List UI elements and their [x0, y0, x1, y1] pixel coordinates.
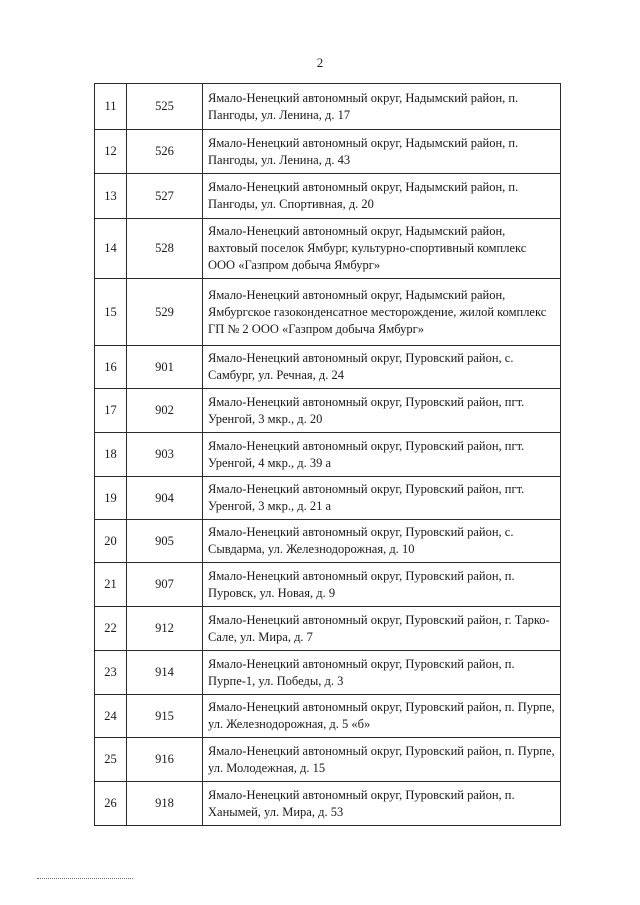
row-number: 21 — [95, 563, 127, 607]
precinct-address: Ямало-Ненецкий автономный округ, Надымский район, вахтовый поселок Ямбург, культурно-спортивный комплекс ООО «Газпром добыча Ямбург» — [203, 219, 561, 279]
row-number: 20 — [95, 520, 127, 563]
row-number: 14 — [95, 219, 127, 279]
precinct-code: 912 — [127, 607, 203, 651]
row-number: 22 — [95, 607, 127, 651]
precinct-code: 907 — [127, 563, 203, 607]
precinct-code: 528 — [127, 219, 203, 279]
precinct-code: 905 — [127, 520, 203, 563]
row-number: 12 — [95, 130, 127, 174]
precinct-address: Ямало-Ненецкий автономный округ, Пуровский район, п. Пурпе-1, ул. Победы, д. 3 — [203, 651, 561, 695]
precinct-address: Ямало-Ненецкий автономный округ, Пуровский район, пгт. Уренгой, 4 мкр., д. 39 а — [203, 433, 561, 477]
row-number: 23 — [95, 651, 127, 695]
table-row — [95, 279, 561, 346]
table-row — [95, 84, 561, 130]
row-number: 17 — [95, 389, 127, 433]
precinct-address: Ямало-Ненецкий автономный округ, Надымский район, п. Пангоды, ул. Ленина, д. 43 — [203, 130, 561, 174]
precinct-address: Ямало-Ненецкий автономный округ, Пуровский район, с. Сывдарма, ул. Железнодорожная, д. 10 — [203, 520, 561, 563]
precinct-code: 529 — [127, 279, 203, 346]
table-row — [95, 738, 561, 782]
table-row — [95, 520, 561, 563]
precinct-address: Ямало-Ненецкий автономный округ, Пуровский район, п. Пурпе, ул. Железнодорожная, д. 5 «б» — [203, 695, 561, 738]
table-row — [95, 174, 561, 219]
table-row — [95, 695, 561, 738]
table-row — [95, 563, 561, 607]
precinct-code: 918 — [127, 782, 203, 826]
precinct-code: 903 — [127, 433, 203, 477]
precinct-address: Ямало-Ненецкий автономный округ, Пуровский район, пгт. Уренгой, 3 мкр., д. 21 а — [203, 477, 561, 520]
precinct-code: 526 — [127, 130, 203, 174]
precinct-code: 902 — [127, 389, 203, 433]
precinct-code: 904 — [127, 477, 203, 520]
precinct-code: 525 — [127, 84, 203, 130]
precinct-address: Ямало-Ненецкий автономный округ, Надымский район, Ямбургское газоконденсатное месторождение, жилой комплекс ГП № 2 ООО «Газпром добыча Ямбург» — [203, 279, 561, 346]
precinct-address-table — [94, 83, 561, 826]
table-row — [95, 477, 561, 520]
row-number: 16 — [95, 346, 127, 389]
precinct-address: Ямало-Ненецкий автономный округ, Пуровский район, п. Ханымей, ул. Мира, д. 53 — [203, 782, 561, 826]
row-number: 13 — [95, 174, 127, 219]
row-number: 26 — [95, 782, 127, 826]
row-number: 24 — [95, 695, 127, 738]
table-row — [95, 782, 561, 826]
table-row — [95, 219, 561, 279]
page-number: 2 — [316, 55, 324, 70]
precinct-code: 901 — [127, 346, 203, 389]
table-row — [95, 389, 561, 433]
table-row — [95, 651, 561, 695]
precinct-code: 916 — [127, 738, 203, 782]
footnote-rule — [37, 878, 133, 879]
precinct-address: Ямало-Ненецкий автономный округ, Надымский район, п. Пангоды, ул. Ленина, д. 17 — [203, 84, 561, 130]
row-number: 15 — [95, 279, 127, 346]
row-number: 11 — [95, 84, 127, 130]
precinct-address: Ямало-Ненецкий автономный округ, Пуровский район, пгт. Уренгой, 3 мкр., д. 20 — [203, 389, 561, 433]
table-row — [95, 607, 561, 651]
precinct-address: Ямало-Ненецкий автономный округ, Пуровский район, п. Пуровск, ул. Новая, д. 9 — [203, 563, 561, 607]
precinct-code: 914 — [127, 651, 203, 695]
precinct-code: 527 — [127, 174, 203, 219]
precinct-code: 915 — [127, 695, 203, 738]
row-number: 25 — [95, 738, 127, 782]
table-row — [95, 346, 561, 389]
precinct-address: Ямало-Ненецкий автономный округ, Пуровский район, с. Самбург, ул. Речная, д. 24 — [203, 346, 561, 389]
row-number: 19 — [95, 477, 127, 520]
row-number: 18 — [95, 433, 127, 477]
precinct-address: Ямало-Ненецкий автономный округ, Надымский район, п. Пангоды, ул. Спортивная, д. 20 — [203, 174, 561, 219]
table-row — [95, 433, 561, 477]
precinct-address: Ямало-Ненецкий автономный округ, Пуровский район, г. Тарко-Сале, ул. Мира, д. 7 — [203, 607, 561, 651]
precinct-address: Ямало-Ненецкий автономный округ, Пуровский район, п. Пурпе, ул. Молодежная, д. 15 — [203, 738, 561, 782]
table-row — [95, 130, 561, 174]
